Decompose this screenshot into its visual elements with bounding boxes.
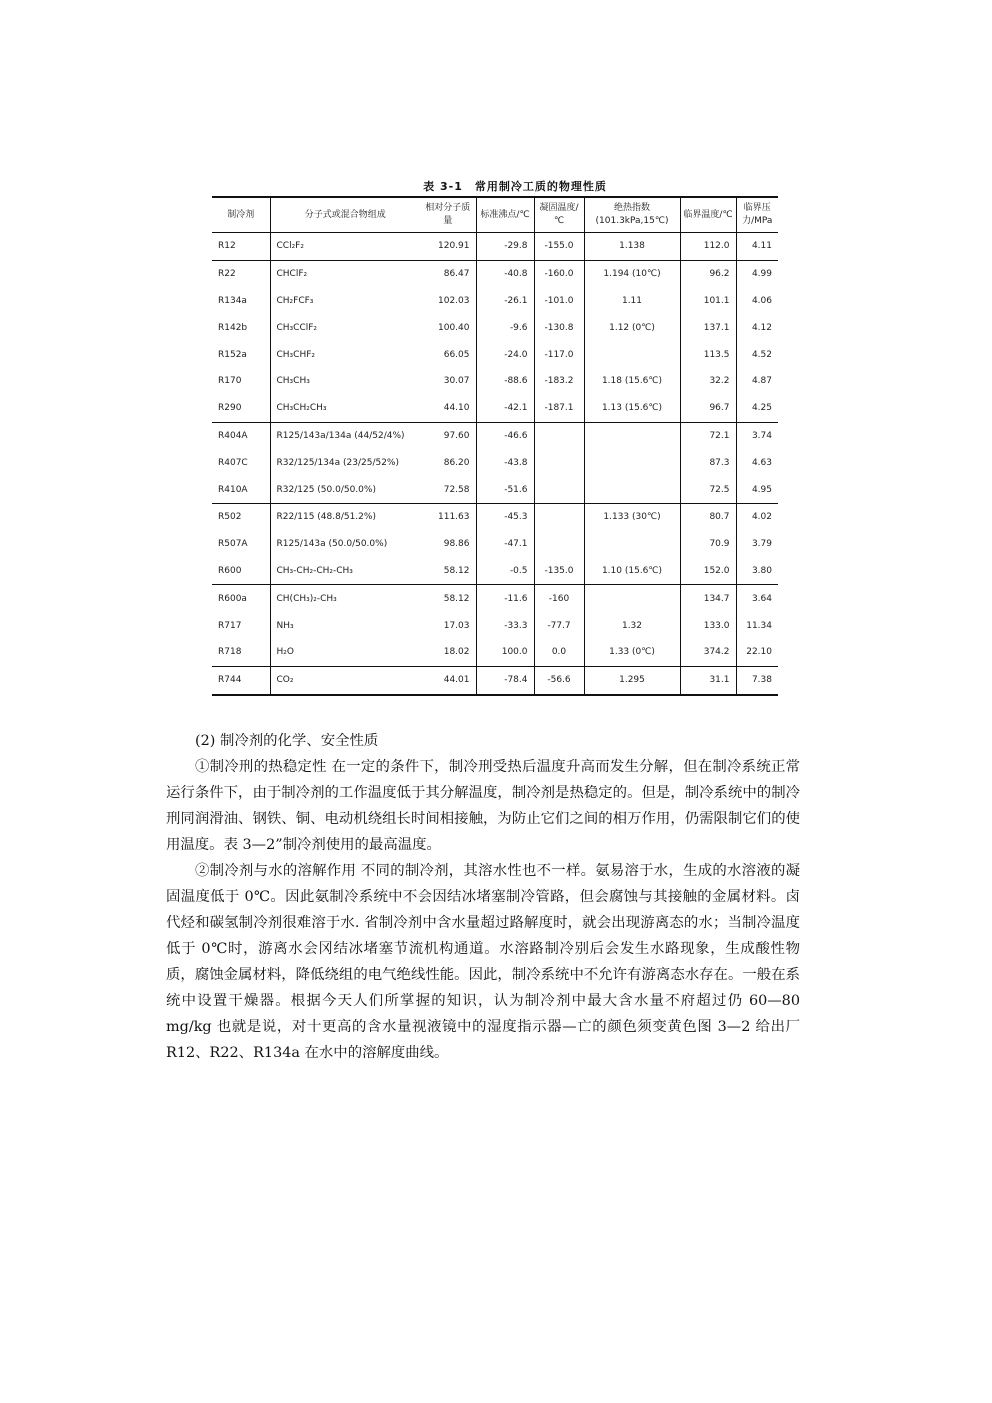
table-cell: 44.10	[420, 395, 476, 422]
table-row	[212, 341, 778, 368]
table-cell: R410A	[212, 476, 270, 503]
table-cell: R404A	[218, 430, 248, 441]
table-cell: 1.18 (15.6℃)	[584, 368, 680, 395]
table-cell: 17.03	[443, 620, 470, 631]
table-cell: 72.58	[420, 476, 476, 503]
table-cell: 11.34	[736, 612, 778, 639]
table-cell: 1.133 (30℃)	[584, 503, 680, 530]
table-cell: -101.0	[534, 288, 584, 315]
table-cell: 87.3	[680, 449, 736, 476]
section-heading: (2) 制冷剂的化学、安全性质	[195, 733, 379, 749]
table-cell: -155.0	[534, 233, 584, 261]
table-row	[212, 476, 778, 503]
table-cell: CH₃CH₂CH₃	[270, 395, 420, 422]
header-cell: 制冷剂	[212, 197, 270, 233]
table-cell: R170	[218, 376, 242, 387]
table-cell: 58.12	[420, 558, 476, 585]
table-cell: 1.194 (10℃)	[584, 260, 680, 287]
table-row	[212, 639, 778, 666]
table-cell: 96.2	[680, 260, 736, 287]
table-cell: 97.60	[443, 430, 470, 441]
table-cell: -43.8	[476, 449, 534, 476]
table-cell: R125/143a/134a (44/52/4%)	[270, 422, 420, 449]
table-cell: 4.99	[736, 260, 778, 287]
table-cell: H₂O	[270, 639, 420, 666]
table-cell: 32.2	[680, 368, 736, 395]
properties-table-block	[212, 178, 778, 696]
table-cell	[534, 531, 584, 558]
table-cell: 72.5	[680, 476, 736, 503]
table-cell: 98.86	[443, 539, 470, 550]
table-cell: R502	[218, 512, 242, 523]
table-cell: 3.80	[736, 558, 778, 585]
table-cell: CHClF₂	[270, 260, 420, 287]
table-cell: 1.138	[584, 233, 680, 261]
table-cell	[584, 341, 680, 368]
table-cell: 133.0	[680, 612, 736, 639]
table-cell	[534, 476, 584, 503]
table-cell: R717	[218, 620, 242, 631]
table-cell: R134a	[218, 295, 247, 306]
table-cell: -9.6	[476, 314, 534, 341]
table-cell: -45.3	[476, 503, 534, 530]
table-cell: 152.0	[680, 558, 736, 585]
table-cell: CH₃CH₃	[270, 368, 420, 395]
table-cell: R142b	[218, 322, 248, 333]
table-cell: 4.06	[736, 288, 778, 315]
table-cell: 31.1	[680, 666, 736, 694]
table-cell: 1.295	[584, 666, 680, 694]
table-cell: 3.64	[736, 585, 778, 612]
table-row	[212, 585, 778, 612]
table-cell: -78.4	[476, 666, 534, 694]
table-cell: -183.2	[534, 368, 584, 395]
table-cell: 30.07	[443, 376, 470, 387]
table-cell: -51.6	[476, 476, 534, 503]
table-cell: R22	[218, 269, 236, 280]
table-cell: 44.01	[443, 675, 470, 686]
table-cell: 3.79	[736, 531, 778, 558]
table-cell: 112.0	[680, 233, 736, 261]
table-cell: -117.0	[534, 341, 584, 368]
table-row	[212, 368, 778, 395]
table-cell: 96.7	[680, 395, 736, 422]
table-cell: 66.05	[443, 349, 470, 360]
table-cell: R22/115 (48.8/51.2%)	[270, 503, 420, 530]
table-cell: 1.33 (0℃)	[584, 639, 680, 666]
table-cell: 113.5	[680, 341, 736, 368]
table-cell: 7.38	[736, 666, 778, 694]
table-cell: R744	[218, 675, 242, 686]
table-cell: -40.8	[476, 260, 534, 287]
table-cell: 4.95	[736, 476, 778, 503]
paragraph-thermal-stability: ①制冷刑的热稳定性 在一定的条件下，制冷刑受热后温度升高而发生分解，但在制冷系统正常运行条件下，由于制冷剂的工作温度低于其分解温度，制冷剂是热稳定的。但是，制冷系统中的制冷刑同润滑油、钢铁、铜、电动机绕组长时间相接触，为防止它们之间的相万作用，仍需限制它们的使用温度。表 3—2”制冷剂使用的最高温度。	[166, 759, 800, 853]
table-cell: CH₃-CH₂-CH₂-CH₃	[270, 558, 420, 585]
table-row	[212, 422, 778, 449]
refrigerant-properties-table	[212, 196, 778, 696]
table-cell: R125/143a (50.0/50.0%)	[270, 531, 420, 558]
table-cell	[584, 585, 680, 612]
table-cell: R407C	[218, 457, 248, 468]
table-cell: -47.1	[476, 531, 534, 558]
table-cell: R32/125 (50.0/50.0%)	[270, 476, 420, 503]
table-cell	[584, 449, 680, 476]
table-cell: 134.7	[680, 585, 736, 612]
table-cell: R290	[212, 395, 270, 422]
table-cell: R507A	[218, 539, 248, 550]
table-cell	[584, 476, 680, 503]
table-cell: CH₂FCF₃	[270, 288, 420, 315]
table-row	[212, 503, 778, 530]
table-cell: -56.6	[534, 666, 584, 694]
table-cell: 100.40	[438, 322, 470, 333]
table-row	[212, 558, 778, 585]
table-cell: 1.12 (0℃)	[584, 314, 680, 341]
table-cell	[584, 531, 680, 558]
table-body	[212, 233, 778, 695]
table-cell: R152a	[218, 349, 247, 360]
table-cell: -29.8	[476, 233, 534, 261]
body-text	[166, 728, 800, 1066]
table-cell: CO₂	[270, 666, 420, 694]
table-cell: 86.47	[443, 269, 470, 280]
table-cell: 1.11	[584, 288, 680, 315]
table-cell: 70.9	[680, 531, 736, 558]
table-row	[212, 666, 778, 694]
table-cell: 4.12	[736, 314, 778, 341]
table-cell: 58.12	[443, 593, 470, 604]
table-cell: 374.2	[680, 639, 736, 666]
table-cell: CH₃CHF₂	[270, 341, 420, 368]
table-cell	[584, 422, 680, 449]
table-row	[212, 531, 778, 558]
table-cell: 3.74	[736, 422, 778, 449]
table-cell: 137.1	[680, 314, 736, 341]
table-row	[212, 395, 778, 422]
table-cell: 100.0	[476, 639, 534, 666]
header-cell: 临界温度/℃	[680, 197, 736, 233]
table-cell: -24.0	[476, 341, 534, 368]
table-cell: -46.6	[476, 422, 534, 449]
table-row	[212, 260, 778, 287]
table-cell: R600a	[218, 593, 247, 604]
table-caption: 表 3-1 常用制冷工质的物理性质	[423, 180, 607, 193]
table-cell: -42.1	[476, 395, 534, 422]
table-header-row	[212, 197, 778, 233]
table-cell: -130.8	[534, 314, 584, 341]
table-cell: -160.0	[534, 260, 584, 287]
table-cell: 4.11	[736, 233, 778, 261]
table-cell	[534, 449, 584, 476]
table-cell: 80.7	[680, 503, 736, 530]
table-cell: 4.63	[736, 449, 778, 476]
header-cell: 临界压力/MPa	[736, 197, 778, 233]
table-cell: CH(CH₃)₂-CH₃	[270, 585, 420, 612]
table-cell: -26.1	[476, 288, 534, 315]
table-cell	[534, 503, 584, 530]
table-cell: 4.52	[736, 341, 778, 368]
table-cell: -88.6	[476, 368, 534, 395]
table-cell: 1.10 (15.6℃)	[584, 558, 680, 585]
table-cell: 22.10	[736, 639, 778, 666]
table-cell: 0.0	[534, 639, 584, 666]
table-row	[212, 449, 778, 476]
table-row	[212, 233, 778, 261]
table-cell: R32/125/134a (23/25/52%)	[270, 449, 420, 476]
table-cell: CCl₂F₂	[270, 233, 420, 261]
header-cell: 标准沸点/℃	[476, 197, 534, 233]
header-cell: 凝固温度/℃	[534, 197, 584, 233]
table-row	[212, 288, 778, 315]
table-cell: -77.7	[534, 612, 584, 639]
table-cell: -11.6	[476, 585, 534, 612]
table-cell: R718	[212, 639, 270, 666]
table-cell: 101.1	[680, 288, 736, 315]
table-cell: -187.1	[534, 395, 584, 422]
table-cell: -160	[534, 585, 584, 612]
table-cell: 1.32	[584, 612, 680, 639]
header-cell: 相对分子质量	[420, 197, 476, 233]
table-cell: -0.5	[476, 558, 534, 585]
table-cell: 18.02	[420, 639, 476, 666]
table-cell: R600	[212, 558, 270, 585]
table-row	[212, 612, 778, 639]
table-cell: R12	[212, 233, 270, 261]
header-cell: 绝热指数(101.3kPa,15℃)	[584, 197, 680, 233]
table-cell: 102.03	[438, 295, 470, 306]
table-cell: -135.0	[534, 558, 584, 585]
table-cell: CH₃CClF₂	[270, 314, 420, 341]
header-cell: 分子式或混合物组成	[270, 197, 420, 233]
table-cell: 111.63	[438, 512, 470, 523]
table-row	[212, 314, 778, 341]
paragraph-water-solubility: ②制冷剂与水的溶解作用 不同的制冷剂，其溶水性也不一样。氨易溶于水，生成的水溶液的凝固温度低于 0℃。因此氨制冷系统中不会因结冰堵塞制冷管路，但会腐蚀与其接触的金属材料。卤代烃和碳氢制冷剂很难溶于水. 省制冷剂中含水量超过路解度时，就会出现游离态的水；当制冷温度低于 0℃时，游离水会冈结冰堵塞节流机构通道。水溶路制冷别后会发生水路现象，生成酸性物质，腐蚀金属材料，降低绕组的电气绝线性能。因此，制冷系统中不允许有游离态水存在。一般在系统中设置干燥器。根据今天人们所掌握的知识，认为制冷剂中最大含水量不府超过仍 60—80 mg/kg 也就是说，对十更高的含水量视液镜中的湿度指示器—亡的颜色须变黄色图 3—2 给出厂 R12、R22、R134a 在水中的溶解度曲线。	[166, 863, 800, 1061]
table-cell: 4.02	[736, 503, 778, 530]
table-cell: 120.91	[420, 233, 476, 261]
table-cell: NH₃	[270, 612, 420, 639]
table-cell: 4.87	[736, 368, 778, 395]
table-cell: -33.3	[476, 612, 534, 639]
table-cell: 4.25	[736, 395, 778, 422]
table-cell	[534, 422, 584, 449]
table-cell: 72.1	[680, 422, 736, 449]
table-cell: 1.13 (15.6℃)	[584, 395, 680, 422]
table-cell: 86.20	[443, 457, 470, 468]
